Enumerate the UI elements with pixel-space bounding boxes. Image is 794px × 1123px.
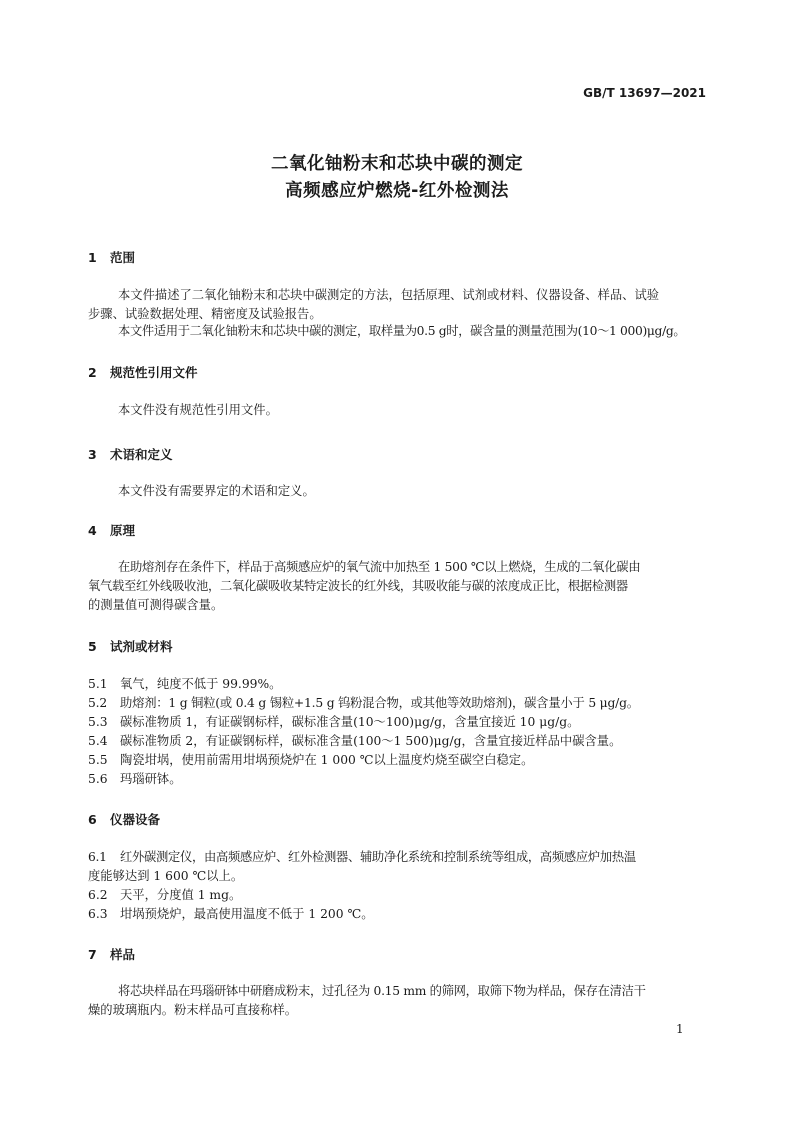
paragraph-line: 氧气载至红外线吸收池，二氧化碳吸收某特定波长的红外线，其吸收能与碳的浓度成正比，根据检测器 bbox=[88, 579, 628, 593]
standard-number: GB/T 13697—2021 bbox=[583, 86, 706, 100]
paragraph-line: 在助熔剂存在条件下，样品于高频感应炉的氧气流中加热至 1 500 ℃以上燃烧，生成的二氧化碳由 bbox=[118, 560, 641, 574]
section-number: 4 bbox=[88, 523, 97, 538]
item-number: 5.3 bbox=[88, 715, 108, 729]
section-number: 7 bbox=[88, 947, 97, 962]
item-text: 红外碳测定仪，由高频感应炉、红外检测器、辅助净化系统和控制系统等组成，高频感应炉加热温 bbox=[120, 850, 636, 864]
paragraph-line: 本文件没有需要界定的术语和定义。 bbox=[118, 484, 315, 498]
list-item bbox=[88, 905, 706, 924]
paragraph-line: 本文件适用于二氧化铀粉末和芯块中碳的测定，取样量为0.5 g时，碳含量的测量范围为(10～1 000)μg/g。 bbox=[118, 324, 686, 338]
item-number: 6.3 bbox=[88, 907, 108, 921]
paragraph-line: 燥的玻璃瓶内。粉末样品可直接称样。 bbox=[88, 1003, 298, 1017]
section-3-heading bbox=[88, 445, 173, 463]
item-text: 陶瓷坩埚，使用前需用坩埚预烧炉在 1 000 ℃以上温度灼烧至碳空白稳定。 bbox=[120, 753, 534, 767]
section-2-paragraph bbox=[88, 401, 706, 420]
list-item bbox=[88, 751, 706, 770]
list-item bbox=[88, 694, 706, 713]
section-4-heading bbox=[88, 521, 135, 539]
section-number: 6 bbox=[88, 812, 97, 827]
item-text: 天平，分度值 1 mg。 bbox=[120, 888, 242, 902]
list-item bbox=[88, 732, 706, 751]
item-number: 5.5 bbox=[88, 753, 108, 767]
item-number: 5.6 bbox=[88, 772, 108, 786]
section-7-heading bbox=[88, 945, 135, 963]
item-text: 助熔剂：1 g 铜粒(或 0.4 g 锡粒+1.5 g 钨粉混合物，或其他等效助熔剂)，碳含量小于 5 μg/g。 bbox=[120, 696, 639, 710]
item-text: 碳标准物质 2，有证碳钢标样，碳标准含量(100～1 500)μg/g，含量宜接近样品中碳含量。 bbox=[120, 734, 622, 748]
list-item bbox=[88, 886, 706, 905]
item-number: 5.1 bbox=[88, 677, 108, 691]
section-title: 原理 bbox=[110, 523, 136, 538]
section-number: 5 bbox=[88, 639, 97, 654]
item-number: 5.2 bbox=[88, 696, 107, 710]
page-number: 1 bbox=[676, 1022, 684, 1036]
section-title: 术语和定义 bbox=[110, 447, 173, 462]
list-item bbox=[88, 675, 706, 694]
section-number: 3 bbox=[88, 447, 97, 462]
section-2-heading bbox=[88, 363, 198, 381]
item-text: 玛瑙研钵。 bbox=[120, 772, 182, 786]
list-item-continuation bbox=[88, 867, 706, 886]
paragraph-line: 本文件没有规范性引用文件。 bbox=[118, 403, 278, 417]
section-6-heading bbox=[88, 810, 160, 828]
paragraph-line: 本文件描述了二氧化铀粉末和芯块中碳测定的方法，包括原理、试剂或材料、仪器设备、样品、试验 bbox=[118, 288, 660, 302]
section-title: 样品 bbox=[110, 947, 136, 962]
section-1-heading bbox=[88, 248, 135, 266]
item-text: 度能够达到 1 600 ℃以上。 bbox=[88, 869, 244, 883]
item-number: 6.1 bbox=[88, 850, 107, 864]
item-text: 氧气，纯度不低于 99.99%。 bbox=[120, 677, 282, 691]
section-number: 1 bbox=[88, 250, 97, 265]
list-item bbox=[88, 713, 706, 732]
section-1-paragraph-1 bbox=[88, 286, 706, 324]
section-title: 仪器设备 bbox=[110, 812, 161, 827]
item-number: 6.2 bbox=[88, 888, 108, 902]
paragraph-line: 的测量值可测得碳含量。 bbox=[88, 598, 224, 612]
document-title-line2: 高频感应炉燃烧-红外检测法 bbox=[285, 181, 509, 201]
item-number: 5.4 bbox=[88, 734, 108, 748]
section-5-heading bbox=[88, 637, 173, 655]
item-text: 坩埚预烧炉，最高使用温度不低于 1 200 ℃。 bbox=[120, 907, 374, 921]
paragraph-line: 将芯块样品在玛瑙研钵中研磨成粉末，过孔径为 0.15 mm 的筛网，取筛下物为样品，保存在清洁干 bbox=[118, 984, 646, 998]
paragraph-line: 步骤、试验数据处理、精密度及试验报告。 bbox=[88, 307, 322, 321]
section-number: 2 bbox=[88, 365, 97, 380]
list-item bbox=[88, 770, 706, 789]
item-text: 碳标准物质 1，有证碳钢标样，碳标准含量(10～100)μg/g，含量宜接近 10 μg/g。 bbox=[120, 715, 580, 729]
section-title: 范围 bbox=[110, 250, 136, 265]
section-title: 规范性引用文件 bbox=[110, 365, 198, 380]
section-3-paragraph bbox=[88, 482, 706, 501]
section-title: 试剂或材料 bbox=[110, 639, 173, 654]
section-1-paragraph-2 bbox=[88, 322, 706, 341]
list-item bbox=[88, 848, 706, 867]
section-4-paragraph bbox=[88, 558, 706, 615]
document-title-line1: 二氧化铀粉末和芯块中碳的测定 bbox=[271, 154, 523, 174]
section-7-paragraph bbox=[88, 982, 706, 1020]
